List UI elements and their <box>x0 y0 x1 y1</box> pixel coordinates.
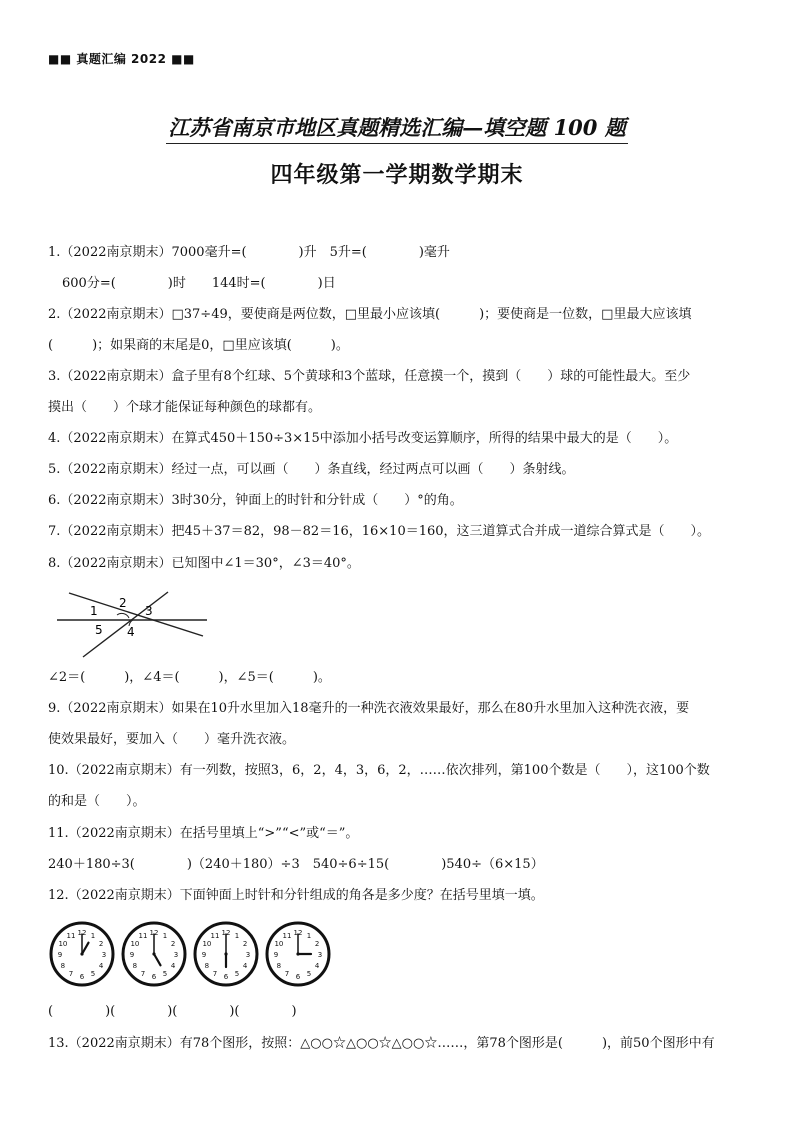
clock-number: 12 <box>77 929 87 937</box>
clock-face-3 <box>192 920 260 988</box>
q5-line: 5.（2022南京期末）经过一点，可以画（ ）条直线，经过两点可以画（ ）条射线。 <box>48 462 575 477</box>
clock-number: 11 <box>282 931 292 940</box>
page-subtitle: 四年级第一学期数学期末 <box>270 162 524 188</box>
clock-face-4 <box>264 920 332 988</box>
clock-number: 1 <box>306 931 312 940</box>
q1-line1: 1.（2022南京期末）7000毫升=( )升 5升=( )毫升 <box>48 245 450 260</box>
clock-face-1 <box>48 920 116 988</box>
clock-number: 9 <box>273 951 279 959</box>
clock-number: 6 <box>223 973 229 981</box>
clock-number: 1 <box>234 931 240 940</box>
clock-number: 11 <box>138 931 148 940</box>
clock-number: 5 <box>162 970 168 979</box>
clock-number: 1 <box>90 931 96 940</box>
angle-label-2: 2 <box>119 596 127 610</box>
page-header: ■■ 真题汇编 2022 ■■ <box>48 52 195 66</box>
q2-line2: ( )；如果商的末尾是0，□里应该填( )。 <box>48 338 349 353</box>
clock-number: 11 <box>66 931 76 940</box>
clock-number: 3 <box>317 951 323 959</box>
q10-line2: 的和是（ ）。 <box>48 794 146 809</box>
clock-number: 10 <box>202 940 212 948</box>
q4-line: 4.（2022南京期末）在算式450＋150÷3×15中添加小括号改变运算顺序，所得的结果中最大的是（ ）。 <box>48 431 678 446</box>
q12-answers: ( )( )( )( ) <box>48 1004 297 1019</box>
clock-number: 3 <box>245 951 251 959</box>
clock-number: 10 <box>130 940 140 948</box>
q2-line1: 2.（2022南京期末）□37÷49，要使商是两位数，□里最小应该填( )；要使商是一位数，□里最大应该填 <box>48 307 692 322</box>
clock-number: 4 <box>314 962 320 970</box>
clock-number: 6 <box>151 973 157 981</box>
clock-number: 9 <box>201 951 207 959</box>
clock-number: 11 <box>210 931 220 940</box>
q1-line2: 600分=( )时 144时=( )日 <box>62 276 336 291</box>
clock-number: 6 <box>295 973 301 981</box>
clock-center <box>224 952 227 955</box>
angle-label-5: 5 <box>95 623 103 637</box>
clock-number: 2 <box>98 940 104 948</box>
clock-number: 5 <box>234 970 240 979</box>
clock-number: 2 <box>170 940 176 948</box>
clock-number: 7 <box>68 970 74 979</box>
clock-number: 8 <box>132 962 138 970</box>
clock-number: 10 <box>274 940 284 948</box>
clock-row <box>48 920 338 990</box>
q11-line1: 11.（2022南京期末）在括号里填上“>”“<”或“＝”。 <box>48 826 359 841</box>
clock-center <box>80 952 83 955</box>
angle-label-4: 4 <box>127 625 135 639</box>
clock-number: 12 <box>293 929 303 937</box>
q11-line2: 240＋180÷3( )（240＋180）÷3 540÷6÷15( )540÷（6×15） <box>48 857 544 872</box>
clock-number: 7 <box>212 970 218 979</box>
clock-face-2 <box>120 920 188 988</box>
clock-number: 4 <box>98 962 104 970</box>
clock-number: 4 <box>170 962 176 970</box>
clock-number: 7 <box>140 970 146 979</box>
page-title: 江苏省南京市地区真题精选汇编—填空题 100 题 <box>166 112 627 144</box>
q3-line1: 3.（2022南京期末）盒子里有8个红球、5个黄球和3个蓝球，任意摸一个，摸到（ ）球的可能性最大。至少 <box>48 369 691 384</box>
q8-line2: ∠2＝( )，∠4＝( )，∠5＝( )。 <box>48 670 331 685</box>
clock-number: 7 <box>284 970 290 979</box>
q13-line: 13.（2022南京期末）有78个图形，按照：△○○☆△○○☆△○○☆……，第78个图形是( )，前50个图形中有 <box>48 1036 715 1051</box>
clock-number: 5 <box>90 970 96 979</box>
clock-number: 3 <box>173 951 179 959</box>
q12-line: 12.（2022南京期末）下面钟面上时针和分针组成的角各是多少度？在括号里填一填。 <box>48 888 544 903</box>
angle-label-1: 1 <box>90 604 98 618</box>
clock-number: 2 <box>314 940 320 948</box>
q3-line2: 摸出（ ）个球才能保证每种颜色的球都有。 <box>48 400 322 415</box>
clock-number: 3 <box>101 951 107 959</box>
clock-number: 1 <box>162 931 168 940</box>
clock-number: 8 <box>276 962 282 970</box>
clock-number: 12 <box>221 929 231 937</box>
clock-center <box>152 952 155 955</box>
clock-number: 10 <box>58 940 68 948</box>
clock-number: 4 <box>242 962 248 970</box>
clock-number: 9 <box>129 951 135 959</box>
clock-number: 8 <box>60 962 66 970</box>
q6-line: 6.（2022南京期末）3时30分，钟面上的时针和分针成（ ）°的角。 <box>48 493 463 508</box>
q10-line1: 10.（2022南京期末）有一列数，按照3，6，2，4，3，6，2，……依次排列，第100个数是（ ），这100个数 <box>48 763 710 778</box>
angle-figure <box>55 584 215 660</box>
clock-center <box>296 952 299 955</box>
clock-number: 6 <box>79 973 85 981</box>
clock-number: 5 <box>306 970 312 979</box>
q7-line: 7.（2022南京期末）把45＋37＝82，98－82＝16，16×10＝160，这三道算式合并成一道综合算式是（ ）。 <box>48 524 711 539</box>
q9-line2: 使效果最好，要加入（ ）毫升洗衣液。 <box>48 732 296 747</box>
clock-number: 8 <box>204 962 210 970</box>
clock-number: 12 <box>149 929 159 937</box>
q9-line1: 9.（2022南京期末）如果在10升水里加入18毫升的一种洗衣液效果最好，那么在80升水里加入这种洗衣液，要 <box>48 701 690 716</box>
clock-number: 2 <box>242 940 248 948</box>
angle-label-3: 3 <box>145 604 153 618</box>
title-block <box>0 112 794 144</box>
clock-number: 9 <box>57 951 63 959</box>
q8-line1: 8.（2022南京期末）已知图中∠1＝30°，∠3＝40°。 <box>48 556 360 571</box>
